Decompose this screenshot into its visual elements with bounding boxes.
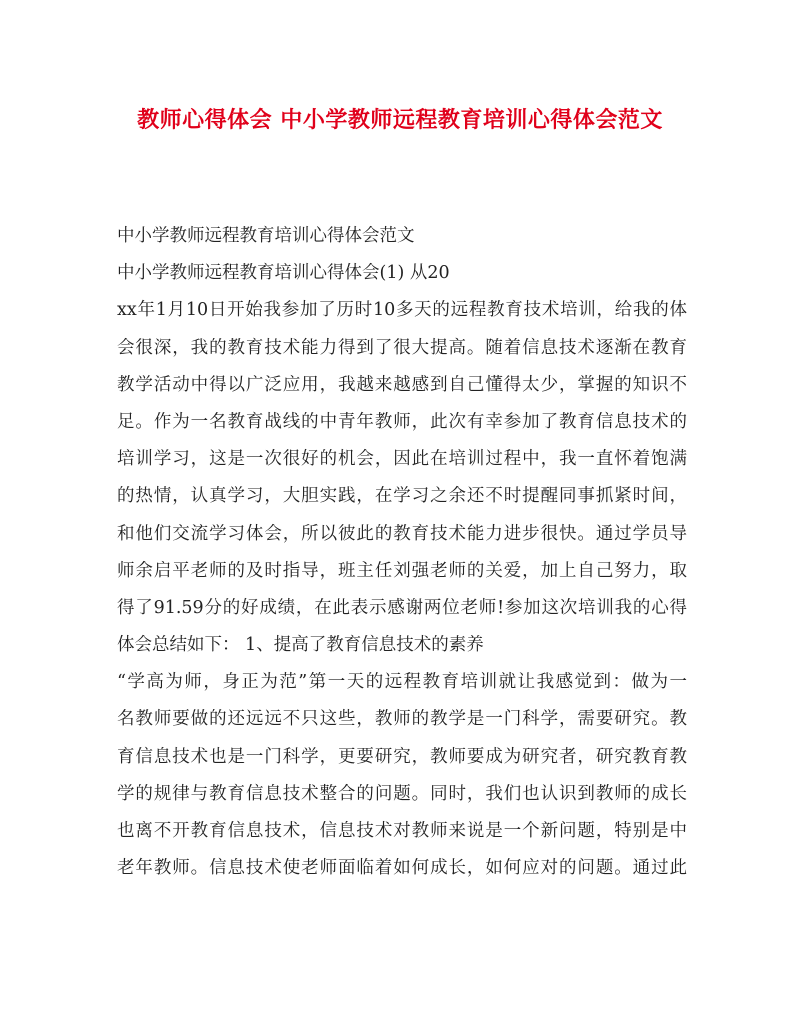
- doc-line: 体会总结如下： 1、提高了教育信息技术的素养: [117, 635, 484, 656]
- doc-line: 足。作为一名教育战线的中青年教师，此次有幸参加了教育信息技术的: [117, 411, 687, 432]
- doc-line: 培训学习，这是一次很好的机会，因此在培训过程中，我一直怀着饱满: [117, 449, 687, 470]
- doc-line: “学高为师，身正为范”第一天的远程教育培训就让我感觉到：做为一: [117, 672, 687, 693]
- doc-line: 育信息技术也是一门科学，更要研究，教师要成为研究者，研究教育教: [117, 746, 687, 767]
- doc-line: 师余启平老师的及时指导，班主任刘强老师的关爱，加上自己努力，取: [117, 560, 687, 581]
- doc-line: 得了91.59分的好成绩，在此表示感谢两位老师!参加这次培训我的心得: [117, 597, 687, 618]
- doc-line: 中小学教师远程教育培训心得体会(1) 从20: [117, 263, 450, 284]
- doc-line: 名教师要做的还远远不只这些，教师的教学是一门科学，需要研究。教: [117, 709, 687, 730]
- doc-line: xx年1月10日开始我参加了历时10多天的远程教育技术培训，给我的体: [117, 300, 687, 321]
- doc-line: 教学活动中得以广泛应用，我越来越感到自己懂得太少，掌握的知识不: [117, 374, 687, 395]
- doc-line: 会很深，我的教育技术能力得到了很大提高。随着信息技术逐渐在教育: [117, 337, 687, 358]
- document-body: [117, 218, 687, 887]
- doc-line: 老年教师。信息技术使老师面临着如何成长，如何应对的问题。通过此: [117, 858, 687, 879]
- doc-line: 中小学教师远程教育培训心得体会范文: [117, 226, 415, 246]
- document-title: 教师心得体会 中小学教师远程教育培训心得体会范文: [137, 107, 663, 133]
- doc-line: 的热情，认真学习，大胆实践，在学习之余还不时提醒同事抓紧时间，: [117, 486, 687, 507]
- doc-line: 和他们交流学习体会，所以彼此的教育技术能力进步很快。通过学员导: [117, 523, 687, 544]
- doc-line: 学的规律与教育信息技术整合的问题。同时，我们也认识到教师的成长: [117, 783, 687, 804]
- doc-line: 也离不开教育信息技术，信息技术对教师来说是一个新问题，特别是中: [117, 821, 687, 841]
